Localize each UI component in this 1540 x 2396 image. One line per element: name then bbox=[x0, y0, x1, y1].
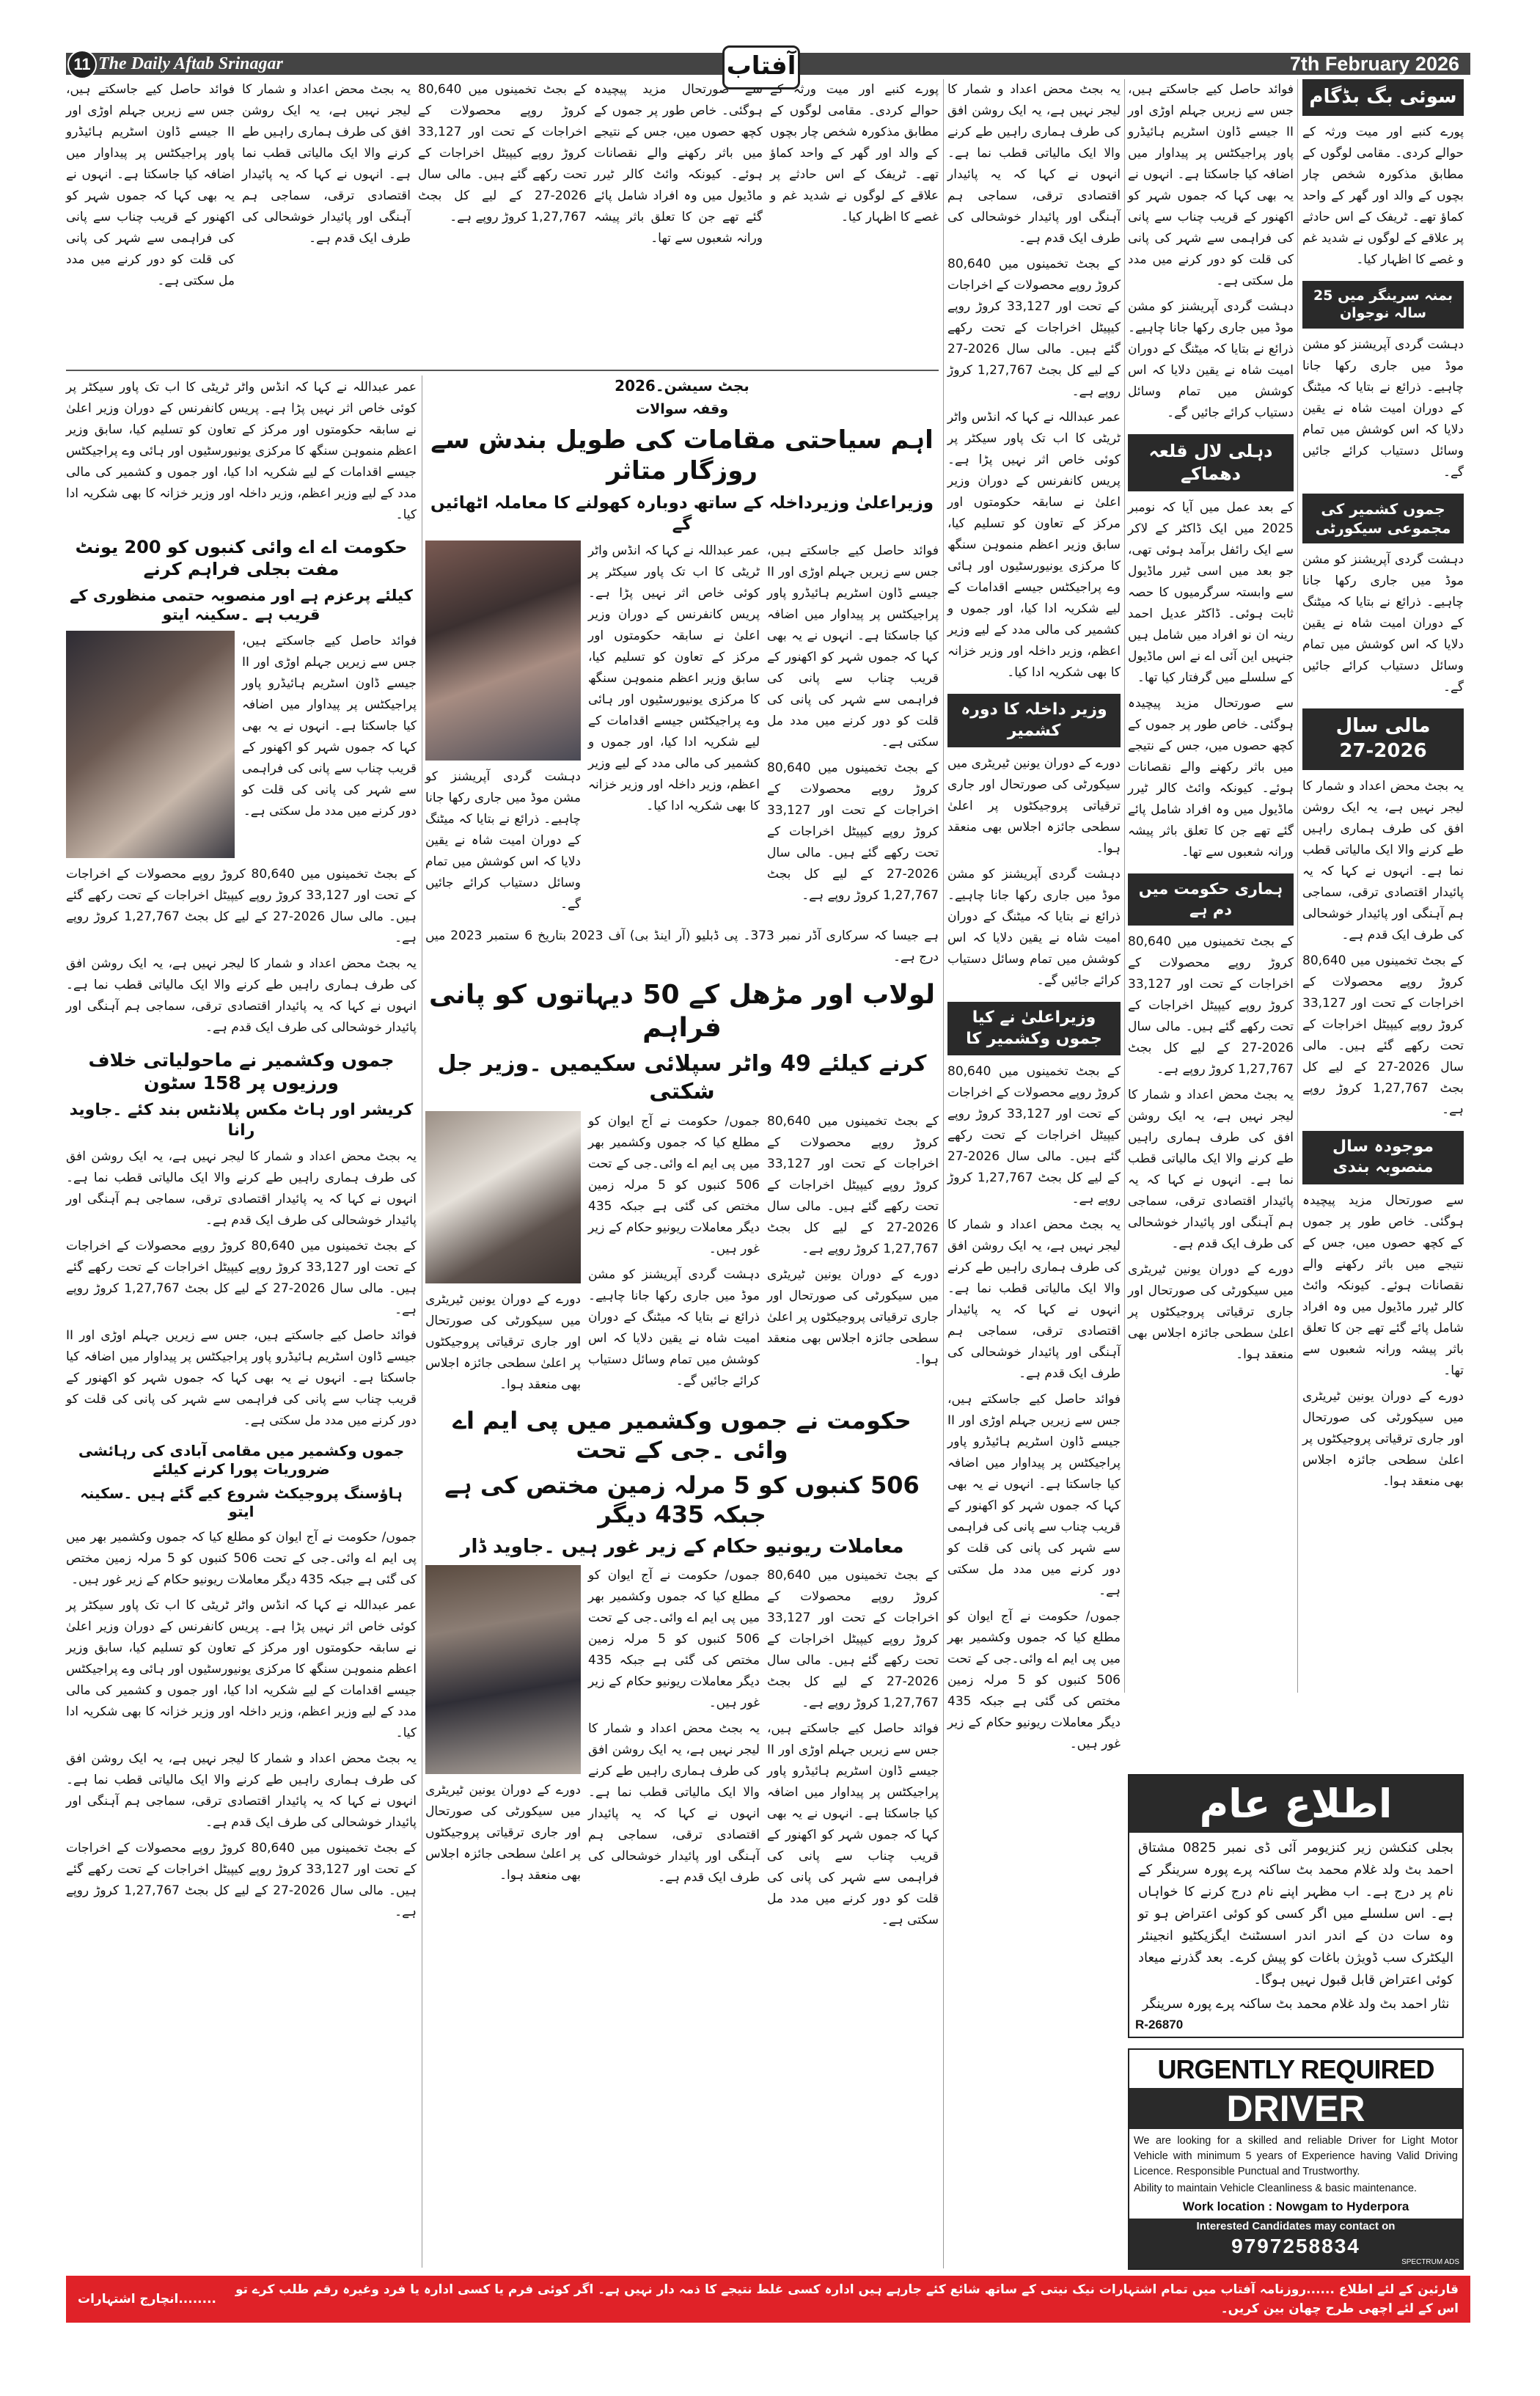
photo-row bbox=[66, 631, 417, 858]
paragraph: فوائد حاصل کیے جاسکتے ہیں، جس سے زیریں جہلم اوڑی اور II جیسے ڈاون اسٹریم ہائیڈرو پاور پراجیکٹس پر پیداوار میں اضافہ کیا جاسکتا ہے۔ انہوں نے یہ بھی کہا کہ جموں شہر کو اکھنور کے قریب چناب سے پانی کی فراہمی سے شہر کی پانی کی قلت کو دور کرنے میں مدد مل سکتی ہے۔ bbox=[767, 1721, 939, 1927]
paragraph: یہ بجٹ محض اعداد و شمار کا لیجر نہیں ہے، یہ ایک روشن افق کی طرف ہماری راہیں طے کرنے والا ایک مالیاتی قطب نما ہے۔ انہوں نے کہا کہ یہ پائیدار اقتصادی ترقی، سماجی ہم آہنگی اور پائیدار خوشحالی کی طرف ایک قدم ہے۔ bbox=[1128, 1087, 1294, 1251]
paragraph: فوائد حاصل کیے جاسکتے ہیں، جس سے زیریں جہلم اوڑی اور II جیسے ڈاون اسٹریم ہائیڈرو پاور پراجیکٹس پر پیداوار میں اضافہ کیا جاسکتا ہے۔ انہوں نے یہ بھی کہا کہ جموں شہر کو اکھنور کے قریب چناب سے پانی کی فراہمی سے شہر کی پانی کی قلت کو دور کرنے میں مدد مل سکتی ہے۔ bbox=[1128, 82, 1294, 288]
ad-title: URGENTLY REQUIRED bbox=[1157, 2054, 1434, 2084]
text-column bbox=[242, 631, 417, 827]
text-column bbox=[1128, 497, 1294, 868]
paragraph: کے بجٹ تخمینوں میں 80,640 کروڑ روپے محصولات کے اخراجات کے تحت اور 33,127 کروڑ روپے کیپیٹل اخراجات کے تحت رکھے گئے ہیں۔ مالی سال 2026-27 کے لیے کل بجٹ 1,27,767 کروڑ روپے ہے۔ bbox=[767, 1567, 939, 1710]
paragraph: پورے کنبے اور میت ورثہ کے حوالے کردی۔ مقامی لوگوں کے مطابق مذکورہ شخص چار بچوں کے والد اور گھر کے واحد کماؤ تھے۔ ٹریفک کے اس حادثے پر علاقے کے لوگوں نے شدید غم و غصے کا اظہار کیا۔ bbox=[1302, 124, 1464, 267]
paragraph: دورے کے دوران یونین ٹیریٹری میں سیکورٹی کی صورتحال اور جاری ترقیاتی پروجیکٹوں پر اعلیٰ سطحی جائزہ اجلاس بھی منعقد ہوا۔ bbox=[1302, 1388, 1464, 1489]
paragraph: یہ بجٹ محض اعداد و شمار کا لیجر نہیں ہے، یہ ایک روشن افق کی طرف ہماری راہیں طے کرنے والا ایک مالیاتی قطب نما ہے۔ انہوں نے کہا کہ یہ پائیدار اقتصادی ترقی، سماجی ہم آہنگی اور پائیدار خوشحالی کی طرف ایک قدم ہے۔ bbox=[1302, 778, 1464, 942]
text-column bbox=[66, 1527, 417, 1927]
text-column bbox=[66, 79, 235, 296]
subheadline: 506 کنبوں کو 5 مرلہ زمین مختص کی ہے جبکہ 435 دیگر bbox=[444, 1471, 920, 1529]
text-column bbox=[418, 79, 587, 232]
headline-box: سوئی بگ بڈگام bbox=[1302, 79, 1464, 116]
paragraph: عمر عبداللہ نے کہا کہ انڈس واٹر ٹریٹی کا اب تک پاور سیکٹر پر کوئی خاص اثر نہیں پڑا ہے۔ پریس کانفرنس کے دوران وزیر اعلیٰ نے سابقہ حکومتوں اور مرکز کے تعاون کو تسلیم کیا، سابق وزیر اعظم منموہن سنگھ کا مرکزی یونیورسٹیوں اور ہائی وے پراجیکٹس جیسے اقدامات کے لیے شکریہ ادا کیا، اور جموں و کشمیر کی مالی مدد کے لیے وزیر اعظم، وزیر داخلہ اور وزیر خزانہ کا بھی شکریہ ادا کیا۔ bbox=[588, 543, 760, 814]
news-photo bbox=[66, 631, 235, 858]
paragraph: دورے کے دوران یونین ٹیریٹری میں سیکورٹی کی صورتحال اور جاری ترقیاتی پروجیکٹوں پر اعلیٰ سطحی جائزہ اجلاس بھی منعقد ہوا۔ bbox=[425, 1782, 581, 1883]
ad-title: اطلاع عام bbox=[1129, 1776, 1462, 1833]
headline: جموں وکشمیر نے ماحولیاتی خلاف ورزیوں پر 158 سٹون bbox=[88, 1049, 395, 1093]
paragraph: جموں/ حکومت نے آج ایوان کو مطلع کیا کہ جموں وکشمیر بھر میں پی ایم اے وائی۔جی کے تحت 506 کنبوں کو 5 مرلہ زمین مختص کی گئی ہے جبکہ 435 دیگر معاملات ریونیو حکام کے زیر غور ہیں۔ bbox=[66, 1530, 417, 1587]
ad-reference: R-26870 bbox=[1135, 2018, 1184, 2032]
story-kicker: بجٹ سیشن۔2026 bbox=[615, 377, 749, 395]
ad-agency: SPECTRUM ADS bbox=[1401, 2258, 1459, 2266]
paragraph: فوائد حاصل کیے جاسکتے ہیں، جس سے زیریں جہلم اوڑی اور II جیسے ڈاون اسٹریم ہائیڈرو پاور پراجیکٹس پر پیداوار میں اضافہ کیا جاسکتا ہے۔ انہوں نے یہ بھی کہا کہ جموں شہر کو اکھنور کے قریب چناب سے پانی کی فراہمی سے شہر کی پانی کی قلت کو دور کرنے میں مدد مل سکتی ہے۔ bbox=[767, 543, 939, 750]
headline: جموں وکشمیر میں مقامی آبادی کی رہائشی ضروریات پورا کرنے کیلئے bbox=[78, 1442, 405, 1478]
ad-location: Work location : Nowgam to Hyderpora bbox=[1182, 2199, 1409, 2213]
left-half bbox=[66, 79, 939, 1935]
column-rule bbox=[943, 79, 944, 2268]
photo-column bbox=[425, 541, 581, 920]
center-block bbox=[425, 377, 939, 1935]
paragraph: دورے کے دوران یونین ٹیریٹری میں سیکورٹی کی صورتحال اور جاری ترقیاتی پروجیکٹوں پر اعلیٰ سطحی جائزہ اجلاس بھی منعقد ہوا۔ bbox=[425, 1292, 581, 1393]
paragraph: پورے کنبے اور میت ورثہ کے حوالے کردی۔ مقامی لوگوں کے مطابق مذکورہ شخص چار بچوں کے والد اور گھر کے واحد کماؤ تھے۔ ٹریفک کے اس حادثے پر علاقے کے لوگوں نے شدید غم و غصے کا اظہار کیا۔ bbox=[770, 82, 939, 224]
right-zone bbox=[1128, 79, 1464, 2270]
subheadline: معاملات ریونیو حکام کے زیر غور ہیں ۔جاوید ڈار bbox=[460, 1536, 904, 1558]
issue-date: 7th February 2026 bbox=[1289, 53, 1459, 75]
paragraph: یہ بجٹ محض اعداد و شمار کا لیجر نہیں ہے، یہ ایک روشن افق کی طرف ہماری راہیں طے کرنے والا ایک مالیاتی قطب نما ہے۔ انہوں نے کہا کہ یہ پائیدار اقتصادی ترقی، سماجی ہم آہنگی اور پائیدار خوشحالی کی طرف ایک قدم ہے۔ bbox=[947, 1217, 1121, 1382]
right-columns bbox=[1128, 79, 1464, 1497]
paragraph: کے بعد عمل میں آیا کہ نومبر 2025 میں ایک ڈاکٹر کے لاکر سے ایک رائفل برآمد ہوئی تھی، جو بعد میں اسی ٹیرر ماڈیول سے وابستہ سرگرمیوں کا حصہ ثابت ہوئی۔ ڈاکٹر عدیل احمد رینہ ان نو افراد میں شامل ہیں جنہیں این آئی اے نے اس ماڈیول کے سلسلے میں گرفتار کیا تھا۔ bbox=[1128, 500, 1294, 686]
headline-box: وزیراعلیٰ نے کیا جموں وکشمیر کا bbox=[947, 1002, 1121, 1055]
paragraph: کے بجٹ تخمینوں میں 80,640 کروڑ روپے محصولات کے اخراجات کے تحت اور 33,127 کروڑ روپے کیپیٹل اخراجات کے تحت رکھے گئے ہیں۔ مالی سال 2026-27 کے لیے کل بجٹ 1,27,767 کروڑ روپے ہے۔ bbox=[1128, 934, 1294, 1077]
column-2 bbox=[1128, 79, 1294, 1370]
subheadline: وزیراعلیٰ وزیرداخلہ کے ساتھ دوبارہ کھولنے کا معاملہ اٹھائیں گے bbox=[430, 493, 934, 534]
text-column bbox=[1302, 776, 1464, 1125]
text-column bbox=[66, 1146, 417, 1436]
public-notice-ad bbox=[1128, 1774, 1464, 2038]
paragraph: سے صورتحال مزید پیچیدہ ہوگئی۔ خاص طور پر جموں کے کچھ حصوں میں، جس کے نتیجے میں باثر رکھنے والے نقصانات ہوئے۔ کیونکہ وائٹ کالر ٹیرر ماڈیول میں وہ افراد شامل پائے گئے تھے جن کا تعلق باثر پیشہ ورانہ شعبوں سے تھا۔ bbox=[1128, 696, 1294, 860]
paragraph: عمر عبداللہ نے کہا کہ انڈس واٹر ٹریٹی کا اب تک پاور سیکٹر پر کوئی خاص اثر نہیں پڑا ہے۔ پریس کانفرنس کے دوران وزیر اعلیٰ نے سابقہ حکومتوں اور مرکز کے تعاون کو تسلیم کیا، سابق وزیر اعظم منموہن سنگھ کا مرکزی یونیورسٹیوں اور ہائی وے پراجیکٹس جیسے اقدامات کے لیے شکریہ ادا کیا، اور جموں و کشمیر کی مالی مدد کے لیے وزیر اعظم، وزیر داخلہ اور وزیر خزانہ کا بھی شکریہ ادا کیا۔ bbox=[66, 1598, 417, 1740]
text-column bbox=[947, 1061, 1121, 1759]
paragraph: دہشت گردی آپریشنز کو مشن موڈ میں جاری رکھا جانا چاہیے۔ ذرائع نے بتایا کہ میٹنگ کے دوران امیت شاہ نے یقین دلایا کہ اس کوشش میں تمام وسائل دستیاب کرائے جائیں گے۔ bbox=[1302, 552, 1464, 695]
paragraph: عمر عبداللہ نے کہا کہ انڈس واٹر ٹریٹی کا اب تک پاور سیکٹر پر کوئی خاص اثر نہیں پڑا ہے۔ پریس کانفرنس کے دوران وزیر اعلیٰ نے سابقہ حکومتوں اور مرکز کے تعاون کو تسلیم کیا، سابق وزیر اعظم منموہن سنگھ کا مرکزی یونیورسٹیوں اور ہائی وے پراجیکٹس جیسے اقدامات کے لیے شکریہ ادا کیا، اور جموں و کشمیر کی مالی مدد کے لیے وزیر اعظم، وزیر داخلہ اور وزیر خزانہ کا بھی شکریہ ادا کیا۔ bbox=[66, 380, 417, 522]
headline-box: وزیر داخلہ کا دورہ کشمیر bbox=[947, 694, 1121, 747]
headline: حکومت اے اے وائی کنبوں کو 200 یونٹ مفت بجلی فراہم کرنے bbox=[75, 537, 408, 579]
top-strip bbox=[66, 79, 939, 364]
subheadline: ہاؤسنگ پروجیکٹ شروع کیے گئے ہیں ۔سکینہ ایتو bbox=[80, 1484, 403, 1520]
story-row bbox=[425, 1111, 939, 1400]
text-column bbox=[588, 1111, 760, 1396]
paragraph: کے بجٹ تخمینوں میں 80,640 کروڑ روپے محصولات کے اخراجات کے تحت اور 33,127 کروڑ روپے کیپیٹل اخراجات کے تحت رکھے گئے ہیں۔ مالی سال 2026-27 کے لیے کل بجٹ 1,27,767 کروڑ روپے ہے۔ bbox=[947, 257, 1121, 399]
column-rule bbox=[1124, 79, 1125, 1693]
advertisement-disclaimer-banner bbox=[66, 2276, 1470, 2323]
headline: لولاب اور مڑھل کے 50 دیہاتوں کو پانی فراہم bbox=[428, 980, 936, 1044]
headline-box: ہماری حکومت میں دم ہے bbox=[1128, 873, 1294, 926]
subheadline: کرنے کیلئے 49 واٹر سپلائی سکیمیں ۔وزیر جل شکتی bbox=[437, 1051, 927, 1104]
paragraph: یہ بجٹ محض اعداد و شمار کا لیجر نہیں ہے، یہ ایک روشن افق کی طرف ہماری راہیں طے کرنے والا ایک مالیاتی قطب نما ہے۔ انہوں نے کہا کہ یہ پائیدار اقتصادی ترقی، سماجی ہم آہنگی اور پائیدار خوشحالی کی طرف ایک قدم ہے۔ bbox=[947, 82, 1121, 246]
news-photo bbox=[425, 1111, 581, 1283]
text-column bbox=[66, 864, 417, 1043]
paragraph: سے صورتحال مزید پیچیدہ ہوگئی۔ خاص طور پر جموں کے کچھ حصوں میں، جس کے نتیجے میں باثر رکھنے والے نقصانات ہوئے۔ کیونکہ وائٹ کالر ٹیرر ماڈیول میں وہ افراد شامل پائے گئے تھے جن کا تعلق باثر پیشہ ورانہ شعبوں سے تھا۔ bbox=[594, 82, 763, 246]
paragraph: دورے کے دوران یونین ٹیریٹری میں سیکورٹی کی صورتحال اور جاری ترقیاتی پروجیکٹوں پر اعلیٰ سطحی جائزہ اجلاس بھی منعقد ہوا۔ bbox=[1128, 1261, 1294, 1362]
paragraph: کے بجٹ تخمینوں میں 80,640 کروڑ روپے محصولات کے اخراجات کے تحت اور 33,127 کروڑ روپے کیپیٹل اخراجات کے تحت رکھے گئے ہیں۔ مالی سال 2026-27 کے لیے کل بجٹ 1,27,767 کروڑ روپے ہے۔ bbox=[66, 866, 417, 945]
paragraph: کے بجٹ تخمینوں میں 80,640 کروڑ روپے محصولات کے اخراجات کے تحت اور 33,127 کروڑ روپے کیپیٹل اخراجات کے تحت رکھے گئے ہیں۔ مالی سال 2026-27 کے لیے کل بجٹ 1,27,767 کروڑ روپے ہے۔ bbox=[767, 1114, 939, 1257]
text-column bbox=[66, 377, 417, 530]
paragraph: یہ بجٹ محض اعداد و شمار کا لیجر نہیں ہے، یہ ایک روشن افق کی طرف ہماری راہیں طے کرنے والا ایک مالیاتی قطب نما ہے۔ انہوں نے کہا کہ یہ پائیدار اقتصادی ترقی، سماجی ہم آہنگی اور پائیدار خوشحالی کی طرف ایک قدم ہے۔ bbox=[242, 82, 411, 246]
paragraph: فوائد حاصل کیے جاسکتے ہیں، جس سے زیریں جہلم اوڑی اور II جیسے ڈاون اسٹریم ہائیڈرو پاور پراجیکٹس پر پیداوار میں اضافہ کیا جاسکتا ہے۔ انہوں نے یہ بھی کہا کہ جموں شہر کو اکھنور کے قریب چناب سے پانی کی فراہمی سے شہر کی پانی کی قلت کو دور کرنے میں مدد مل سکتی ہے۔ bbox=[947, 1392, 1121, 1599]
paragraph: فوائد حاصل کیے جاسکتے ہیں، جس سے زیریں جہلم اوڑی اور II جیسے ڈاون اسٹریم ہائیڈرو پاور پراجیکٹس پر پیداوار میں اضافہ کیا جاسکتا ہے۔ انہوں نے یہ بھی کہا کہ جموں شہر کو اکھنور کے قریب چناب سے پانی کی فراہمی سے شہر کی پانی کی قلت کو دور کرنے میں مدد مل سکتی ہے۔ bbox=[66, 82, 235, 288]
newspaper-logo: آفتاب bbox=[722, 45, 800, 89]
text-column bbox=[1128, 931, 1294, 1370]
paragraph: جموں/ حکومت نے آج ایوان کو مطلع کیا کہ جموں وکشمیر بھر میں پی ایم اے وائی۔جی کے تحت 506 کنبوں کو 5 مرلہ زمین مختص کی گئی ہے جبکہ 435 دیگر معاملات ریونیو حکام کے زیر غور ہیں۔ bbox=[947, 1609, 1121, 1752]
text-column bbox=[425, 766, 581, 920]
text-column bbox=[588, 541, 760, 821]
paragraph: کے بجٹ تخمینوں میں 80,640 کروڑ روپے محصولات کے اخراجات کے تحت اور 33,127 کروڑ روپے کیپیٹل اخراجات کے تحت رکھے گئے ہیں۔ مالی سال 2026-27 کے لیے کل بجٹ 1,27,767 کروڑ روپے ہے۔ bbox=[66, 1841, 417, 1919]
text-column bbox=[1302, 334, 1464, 488]
ad-description-2: Ability to maintain Vehicle Cleanliness & basic maintenance. bbox=[1134, 2183, 1418, 2194]
paragraph: جموں/ حکومت نے آج ایوان کو مطلع کیا کہ جموں وکشمیر بھر میں پی ایم اے وائی۔جی کے تحت 506 کنبوں کو 5 مرلہ زمین مختص کی گئی ہے جبکہ 435 دیگر معاملات ریونیو حکام کے زیر غور ہیں۔ bbox=[588, 1114, 760, 1257]
paragraph: کے بجٹ تخمینوں میں 80,640 کروڑ روپے محصولات کے اخراجات کے تحت اور 33,127 کروڑ روپے کیپیٹل اخراجات کے تحت رکھے گئے ہیں۔ مالی سال 2026-27 کے لیے کل بجٹ 1,27,767 کروڑ روپے ہے۔ bbox=[947, 1064, 1121, 1207]
text-column bbox=[767, 1565, 939, 1935]
ad-signature: نثار احمد بٹ ولد غلام محمد بٹ ساکنہ پرے پورہ سرینگر bbox=[1142, 1996, 1450, 2012]
paragraph: دہشت گردی آپریشنز کو مشن موڈ میں جاری رکھا جانا چاہیے۔ ذرائع نے بتایا کہ میٹنگ کے دوران امیت شاہ نے یقین دلایا کہ اس کوشش میں تمام وسائل دستیاب کرائے جائیں گے۔ bbox=[425, 769, 581, 912]
paragraph: یہ بجٹ محض اعداد و شمار کا لیجر نہیں ہے، یہ ایک روشن افق کی طرف ہماری راہیں طے کرنے والا ایک مالیاتی قطب نما ہے۔ انہوں نے کہا کہ یہ پائیدار اقتصادی ترقی، سماجی ہم آہنگی اور پائیدار خوشحالی کی طرف ایک قدم ہے۔ bbox=[66, 1751, 417, 1830]
text-column bbox=[767, 1111, 939, 1375]
headline: حکومت نے جموں وکشمیر میں پی ایم اے وائی ۔جی کے تحت bbox=[452, 1407, 912, 1465]
order-line bbox=[425, 926, 939, 972]
column-3 bbox=[947, 79, 1121, 1759]
ad-contact-label: Interested Candidates may contact on bbox=[1196, 2220, 1396, 2232]
paragraph: دہشت گردی آپریشنز کو مشن موڈ میں جاری رکھا جانا چاہیے۔ ذرائع نے بتایا کہ میٹنگ کے دوران امیت شاہ نے یقین دلایا کہ اس کوشش میں تمام وسائل دستیاب کرائے جائیں گے۔ bbox=[588, 1267, 760, 1389]
text-column bbox=[1302, 122, 1464, 275]
paragraph: کے بجٹ تخمینوں میں 80,640 کروڑ روپے محصولات کے اخراجات کے تحت اور 33,127 کروڑ روپے کیپیٹل اخراجات کے تحت رکھے گئے ہیں۔ مالی سال 2026-27 کے لیے کل بجٹ 1,27,767 کروڑ روپے ہے۔ bbox=[767, 761, 939, 904]
paragraph: دورے کے دوران یونین ٹیریٹری میں سیکورٹی کی صورتحال اور جاری ترقیاتی پروجیکٹوں پر اعلیٰ سطحی جائزہ اجلاس بھی منعقد ہوا۔ bbox=[767, 1267, 939, 1368]
headline: اہم سیاحتی مقامات کی طویل بندش سے روزگار متاثر bbox=[430, 425, 934, 486]
news-photo bbox=[425, 1565, 581, 1774]
paragraph: کے بجٹ تخمینوں میں 80,640 کروڑ روپے محصولات کے اخراجات کے تحت اور 33,127 کروڑ روپے کیپیٹل اخراجات کے تحت رکھے گئے ہیں۔ مالی سال 2026-27 کے لیے کل بجٹ 1,27,767 کروڑ روپے ہے۔ bbox=[66, 1239, 417, 1317]
paragraph: یہ بجٹ محض اعداد و شمار کا لیجر نہیں ہے، یہ ایک روشن افق کی طرف ہماری راہیں طے کرنے والا ایک مالیاتی قطب نما ہے۔ انہوں نے کہا کہ یہ پائیدار اقتصادی ترقی، سماجی ہم آہنگی اور پائیدار خوشحالی کی طرف ایک قدم ہے۔ bbox=[66, 1149, 417, 1228]
ad-description: We are looking for a skilled and reliable Driver for Light Motor Vehicle with minimum 5 years of Experience having Valid Driving Licence. Responsible Punctual and Trustworthy. bbox=[1134, 2135, 1458, 2177]
text-column bbox=[588, 1565, 760, 1893]
paragraph: یہ بجٹ محض اعداد و شمار کا لیجر نہیں ہے، یہ ایک روشن افق کی طرف ہماری راہیں طے کرنے والا ایک مالیاتی قطب نما ہے۔ انہوں نے کہا کہ یہ پائیدار اقتصادی ترقی، سماجی ہم آہنگی اور پائیدار خوشحالی کی طرف ایک قدم ہے۔ bbox=[66, 956, 417, 1035]
disclaimer-text: قارئین کے لئے اطلاع ......روزنامہ آفتاب میں تمام اشتہارات نیک نیتی کے ساتھ شائع کئے جارہے ہیں ادارہ کسی غلط نتیجے کا ذمہ دار نہیں ہے۔ اگر کوئی فرم یا کسی ادارہ یا فرد وغیرہ رقم طلب کرے تو اس کے لئے اچھی طرح چھان بین کریں۔ bbox=[235, 2282, 1459, 2316]
text-column bbox=[1302, 549, 1464, 703]
paragraph: فوائد حاصل کیے جاسکتے ہیں، جس سے زیریں جہلم اوڑی اور II جیسے ڈاون اسٹریم ہائیڈرو پاور پراجیکٹس پر پیداوار میں اضافہ کیا جاسکتا ہے۔ انہوں نے یہ بھی کہا کہ جموں شہر کو اکھنور کے قریب چناب سے پانی کی فراہمی سے شہر کی پانی کی قلت کو دور کرنے میں مدد مل سکتی ہے۔ bbox=[242, 633, 417, 818]
headline-box: بمنہ سرینگر میں 25 سالہ نوجوان bbox=[1302, 281, 1464, 329]
paragraph: یہ بجٹ محض اعداد و شمار کا لیجر نہیں ہے، یہ ایک روشن افق کی طرف ہماری راہیں طے کرنے والا ایک مالیاتی قطب نما ہے۔ انہوں نے کہا کہ یہ پائیدار اقتصادی ترقی، سماجی ہم آہنگی اور پائیدار خوشحالی کی طرف ایک قدم ہے۔ bbox=[588, 1721, 760, 1885]
news-photo bbox=[425, 541, 581, 761]
paragraph: دہشت گردی آپریشنز کو مشن موڈ میں جاری رکھا جانا چاہیے۔ ذرائع نے بتایا کہ میٹنگ کے دوران امیت شاہ نے یقین دلایا کہ اس کوشش میں تمام وسائل دستیاب کرائے جائیں گے۔ bbox=[947, 867, 1121, 989]
story-row bbox=[425, 1565, 939, 1935]
page-number: 11 bbox=[67, 50, 97, 79]
text-column bbox=[594, 79, 763, 254]
headline-box: مالی سال 2026-27 bbox=[1302, 708, 1464, 770]
paragraph: سے صورتحال مزید پیچیدہ ہوگئی۔ خاص طور پر جموں کے کچھ حصوں میں، جس کے نتیجے میں باثر رکھنے والے نقصانات ہوئے۔ کیونکہ وائٹ کالر ٹیرر ماڈیول میں وہ افراد شامل پائے گئے تھے جن کا تعلق باثر پیشہ ورانہ شعبوں سے تھا۔ bbox=[1302, 1192, 1464, 1378]
text-column bbox=[1128, 79, 1294, 428]
photo-column bbox=[425, 1111, 581, 1400]
left-block bbox=[66, 377, 417, 1927]
photo-column bbox=[425, 1565, 581, 1891]
story-row bbox=[425, 541, 939, 920]
paragraph: کے بجٹ تخمینوں میں 80,640 کروڑ روپے محصولات کے اخراجات کے تحت اور 33,127 کروڑ روپے کیپیٹل اخراجات کے تحت رکھے گئے ہیں۔ مالی سال 2026-27 کے لیے کل بجٹ 1,27,767 کروڑ روپے ہے۔ bbox=[418, 82, 587, 224]
subheadline: کریشر اور ہاٹ مکس پلانٹس بند کئے ۔جاوید رانا bbox=[69, 1101, 414, 1140]
subheadline: کیلئے پرعزم ہے اور منصوبہ حتمی منظوری کے قریب ہے ۔سکینہ ایتو bbox=[70, 587, 413, 624]
text-column bbox=[425, 1289, 581, 1400]
headline-box: موجودہ سال منصوبہ بندی bbox=[1302, 1131, 1464, 1184]
text-column bbox=[947, 753, 1121, 996]
paragraph: دہشت گردی آپریشنز کو مشن موڈ میں جاری رکھا جانا چاہیے۔ ذرائع نے بتایا کہ میٹنگ کے دوران امیت شاہ نے یقین دلایا کہ اس کوشش میں تمام وسائل دستیاب کرائے جائیں گے۔ bbox=[1302, 337, 1464, 480]
paragraph: کے بجٹ تخمینوں میں 80,640 کروڑ روپے محصولات کے اخراجات کے تحت اور 33,127 کروڑ روپے کیپیٹل اخراجات کے تحت رکھے گئے ہیں۔ مالی سال 2026-27 کے لیے کل بجٹ 1,27,767 کروڑ روپے ہے۔ bbox=[1302, 953, 1464, 1117]
headline-box: جموں کشمیر کی مجموعی سیکورٹی bbox=[1302, 494, 1464, 543]
text-column bbox=[242, 79, 411, 254]
paragraph: دہشت گردی آپریشنز کو مشن موڈ میں جاری رکھا جانا چاہیے۔ ذرائع نے بتایا کہ میٹنگ کے دوران امیت شاہ نے یقین دلایا کہ اس کوشش میں تمام وسائل دستیاب کرائے جائیں گے۔ bbox=[1128, 299, 1294, 420]
story-kicker: وقفہ سوالات bbox=[635, 401, 729, 417]
section-divider bbox=[66, 370, 939, 371]
ad-role: DRIVER bbox=[1129, 2088, 1462, 2129]
paragraph: دورے کے دوران یونین ٹیریٹری میں سیکورٹی کی صورتحال اور جاری ترقیاتی پروجیکٹوں پر اعلیٰ سطحی جائزہ اجلاس بھی منعقد ہوا۔ bbox=[947, 756, 1121, 857]
paragraph: جموں/ حکومت نے آج ایوان کو مطلع کیا کہ جموں وکشمیر بھر میں پی ایم اے وائی۔جی کے تحت 506 کنبوں کو 5 مرلہ زمین مختص کی گئی ہے جبکہ 435 دیگر معاملات ریونیو حکام کے زیر غور ہیں۔ bbox=[588, 1567, 760, 1710]
ad-contact-block bbox=[1129, 2219, 1462, 2268]
ad-phone: 9797258834 bbox=[1231, 2235, 1360, 2257]
text-column bbox=[770, 79, 939, 232]
column-1 bbox=[1302, 79, 1464, 1497]
text-column bbox=[947, 79, 1121, 688]
text-column bbox=[767, 541, 939, 911]
lower-left-area bbox=[66, 377, 939, 1935]
paper-name: The Daily Aftab Srinagar bbox=[98, 54, 283, 73]
driver-job-ad bbox=[1128, 2048, 1464, 2270]
headline-box: دہلی لال قلعہ دھماکے bbox=[1128, 434, 1294, 491]
text-column bbox=[425, 1780, 581, 1891]
ad-body: بجلی کنکشن زیر کنزیومر آئی ڈی نمبر 0825 مشتاق احمد بٹ ولد غلام محمد بٹ ساکنہ پرے پورہ سرینگر کے نام پر درج ہے۔ اب مظہر اپنے نام درج کرنے کا خواہاں ہے۔ اس سلسلے میں اگر کسی کو کوئی اعتراض ہو تو وہ سات دن کے اندر اندر اسسٹنٹ ایگزیکٹیو انجینئر الیکٹرک سب ڈویژن باغات کو پیش کرے۔ بعد گذرنے میعاد کوئی اعتراض قابل قبول نہیں ہوگا۔ bbox=[1138, 1840, 1453, 1987]
paragraph: عمر عبداللہ نے کہا کہ انڈس واٹر ٹریٹی کا اب تک پاور سیکٹر پر کوئی خاص اثر نہیں پڑا ہے۔ پریس کانفرنس کے دوران وزیر اعلیٰ نے سابقہ حکومتوں اور مرکز کے تعاون کو تسلیم کیا، سابق وزیر اعظم منموہن سنگھ کا مرکزی یونیورسٹیوں اور ہائی وے پراجیکٹس جیسے اقدامات کے لیے شکریہ ادا کیا، اور جموں و کشمیر کی مالی مدد کے لیے وزیر اعظم، وزیر داخلہ اور وزیر خزانہ کا بھی شکریہ ادا کیا۔ bbox=[947, 410, 1121, 680]
text-column bbox=[1302, 1190, 1464, 1497]
paragraph: ہے جیسا کہ سرکاری آڈر نمبر 373۔ پی ڈبلیو (آر اینڈ بی) آف 2023 بتاریخ 6 ستمبر 2023 میں درج ہے۔ bbox=[425, 928, 939, 965]
paragraph: فوائد حاصل کیے جاسکتے ہیں، جس سے زیریں جہلم اوڑی اور II جیسے ڈاون اسٹریم ہائیڈرو پاور پراجیکٹس پر پیداوار میں اضافہ کیا جاسکتا ہے۔ انہوں نے یہ بھی کہا کہ جموں شہر کو اکھنور کے قریب چناب سے پانی کی فراہمی سے شہر کی پانی کی قلت کو دور کرنے میں مدد مل سکتی ہے۔ bbox=[66, 1328, 417, 1428]
disclaimer-signoff: ........انچارج اشتہارات bbox=[78, 2292, 216, 2307]
